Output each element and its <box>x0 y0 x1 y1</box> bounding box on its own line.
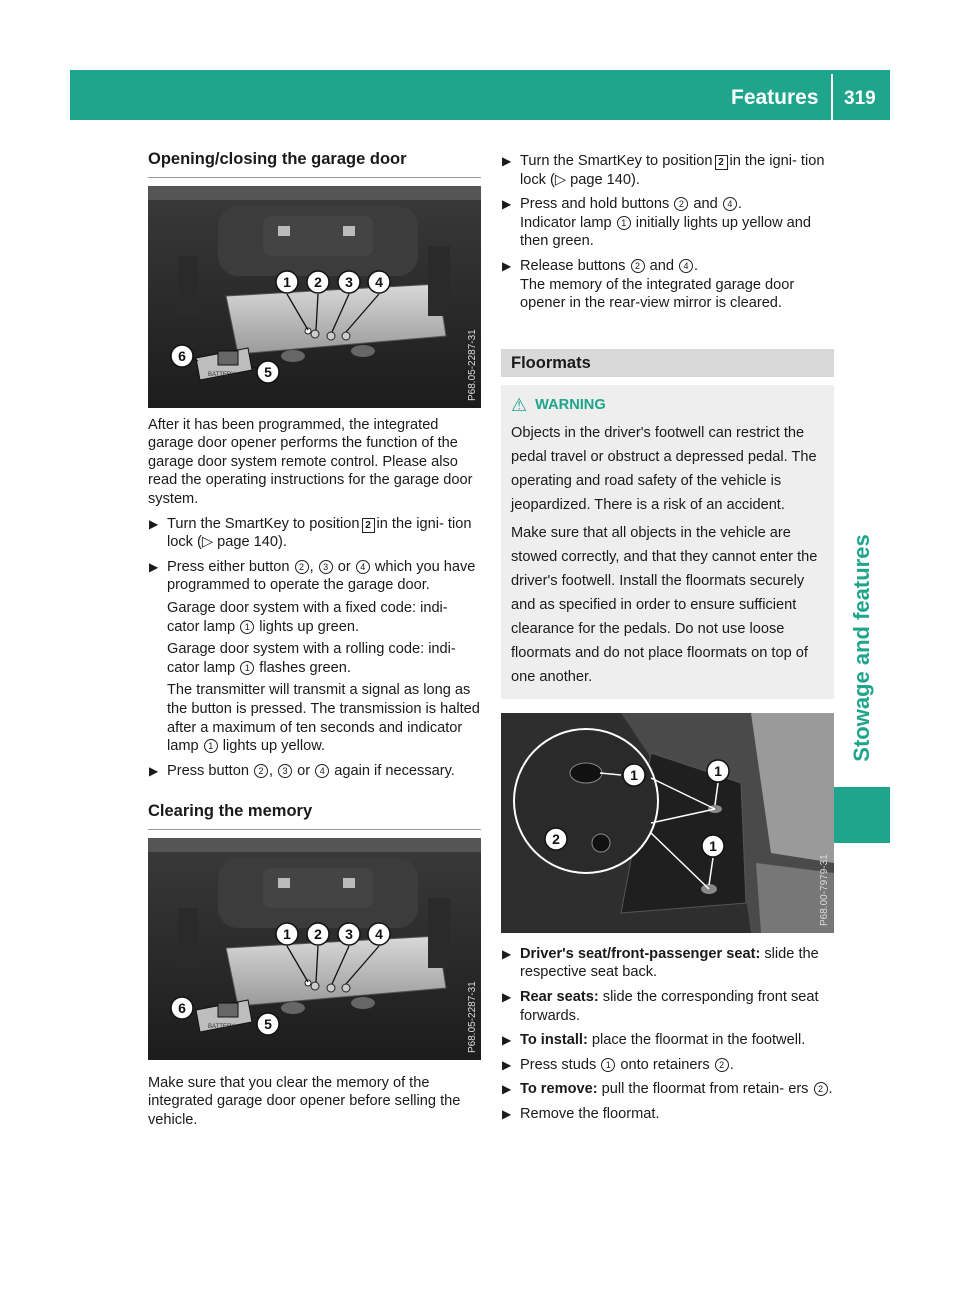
step-arrow-icon: ▶ <box>502 1057 512 1072</box>
header-title: Features <box>731 86 819 109</box>
step-arrow-icon: ▶ <box>502 154 512 168</box>
fixed-code-note: Garage door system with a fixed code: indi- cator lamp 1 lights up green. <box>167 599 448 635</box>
svg-text:1: 1 <box>709 837 717 854</box>
svg-text:6: 6 <box>178 999 186 1016</box>
step-install: ▶ To install: place the floormat in the footwell. <box>502 1032 806 1049</box>
step-arrow-icon: ▶ <box>502 1033 512 1048</box>
svg-text:3: 3 <box>345 273 353 290</box>
rolling-code-note: Garage door system with a rolling code: indi- cator lamp 1 flashes green. <box>167 641 456 676</box>
svg-text:1: 1 <box>283 273 291 290</box>
step-arrow-icon: ▶ <box>149 559 159 574</box>
warning-box <box>501 385 834 699</box>
left-column <box>148 150 481 1130</box>
step-arrow-icon: ▶ <box>502 946 512 961</box>
svg-text:1: 1 <box>714 762 722 779</box>
transmit-note: The transmitter will transmit a signal as long as the button is pressed. The transmission is halted after a maximum of ten seconds and indicator lamp 1 lights up yellow. <box>167 682 480 755</box>
svg-text:BATTERY: BATTERY <box>208 1023 236 1030</box>
svg-text:2: 2 <box>314 925 322 942</box>
figure-code-3: P68.00-7979-31 <box>819 854 830 926</box>
figure-code-2: P68.05-2287-31 <box>467 981 478 1053</box>
header-divider <box>831 74 833 120</box>
step-rear-seats: ▶ Rear seats: slide the corresponding front seat forwards. <box>502 988 819 1024</box>
step-press-button: ▶ Press either button 2 , 3 or 4 which you have programmed to operate the garage door. Garage door system with a fixed code: indi- cator lamp 1 lights up green. Garage door system with a rolling code: indi- cator lamp 1 flashes green. The transmitter will transmit a signal as long as the button is pressed. The transmission is halted after a maximum of ten seconds and indicator lamp 1 lights up yellow. <box>149 558 480 755</box>
step-seat: ▶ Driver's seat/front-passenger seat: slide the respective seat back. <box>502 945 819 981</box>
svg-text:2: 2 <box>314 273 322 290</box>
warning-triangle-icon: ⚠ <box>511 394 528 415</box>
step-arrow-icon: ▶ <box>502 989 512 1004</box>
svg-text:3: 3 <box>345 925 353 942</box>
warning-title: ⚠ WARNING <box>511 394 606 415</box>
step-release: ▶ Release buttons 2 and 4 . The memory of the integrated garage door opener in the rear-view mirror is cleared. <box>502 257 795 312</box>
svg-text:1: 1 <box>630 766 638 783</box>
step-arrow-icon: ▶ <box>502 197 512 212</box>
warning-paragraph-1: Objects in the driver's footwell can restrict the pedal travel or obstruct a depressed pedal. The operating and road safety of the vehicle is jeopardized. There is a risk of an accident. <box>511 424 817 513</box>
step-arrow-icon: ▶ <box>149 516 159 531</box>
intro-paragraph: After it has been programmed, the integrated garage door opener performs the function of the garage door system remote control. Please also read the operating instructions for the garage door system. <box>148 416 473 507</box>
right-column <box>501 152 834 1124</box>
warning-paragraph-2: Make sure that all objects in the vehicle are stowed correctly, and that they cannot enter the driver's footwell. Install the floormats securely and as specified in order to ensure sufficient clearance for the pedals. Do not use loose floormats and do not place floormats on top of one another. <box>511 524 818 685</box>
step-press-again: ▶ Press button 2 , 3 or 4 again if necessary. <box>149 762 455 779</box>
page-number: 319 <box>844 88 876 109</box>
step-turn-key-clear: ▶ Turn the SmartKey to position 2 in the igni- tion lock (▷ page 140). <box>502 153 825 188</box>
svg-text:5: 5 <box>264 363 272 380</box>
svg-text:4: 4 <box>375 273 383 290</box>
step-remove-floormat: ▶ Remove the floormat. <box>502 1105 660 1122</box>
svg-text:6: 6 <box>178 347 186 364</box>
step-remove: ▶ To remove: pull the floormat from retain- ers 2 . <box>502 1081 833 1098</box>
battery-label: BATTERY <box>208 371 236 378</box>
step-arrow-icon: ▶ <box>502 1082 512 1097</box>
figure-floormat <box>501 713 834 933</box>
heading-floormats: Floormats <box>501 349 834 377</box>
step-arrow-icon: ▶ <box>149 763 159 778</box>
step-turn-key: ▶ Turn the SmartKey to position 2 in the igni- tion lock (▷ page 140). <box>149 515 472 551</box>
svg-text:2: 2 <box>552 830 560 847</box>
outro-paragraph: Make sure that you clear the memory of the integrated garage door opener before selling the vehicle. <box>148 1074 461 1129</box>
heading-opening-closing: Opening/closing the garage door <box>148 150 481 178</box>
step-arrow-icon: ▶ <box>502 1106 512 1121</box>
side-tab-label: Stowage and features <box>849 534 874 762</box>
heading-clearing-memory: Clearing the memory <box>148 802 481 830</box>
step-press-hold: ▶ Press and hold buttons 2 and 4 . Indicator lamp 1 initially lights up yellow and then green. <box>502 196 812 250</box>
side-tab-marker <box>834 787 890 843</box>
svg-text:4: 4 <box>375 925 383 942</box>
svg-text:1: 1 <box>283 925 291 942</box>
step-arrow-icon: ▶ <box>502 258 512 273</box>
figure-mirror-buttons-2 <box>148 838 481 1060</box>
svg-text:5: 5 <box>264 1015 272 1032</box>
step-press-studs: ▶ Press studs 1 onto retainers 2 . <box>502 1056 734 1073</box>
figure-mirror-buttons <box>148 186 481 408</box>
figure-code: P68.05-2287-31 <box>467 328 478 401</box>
